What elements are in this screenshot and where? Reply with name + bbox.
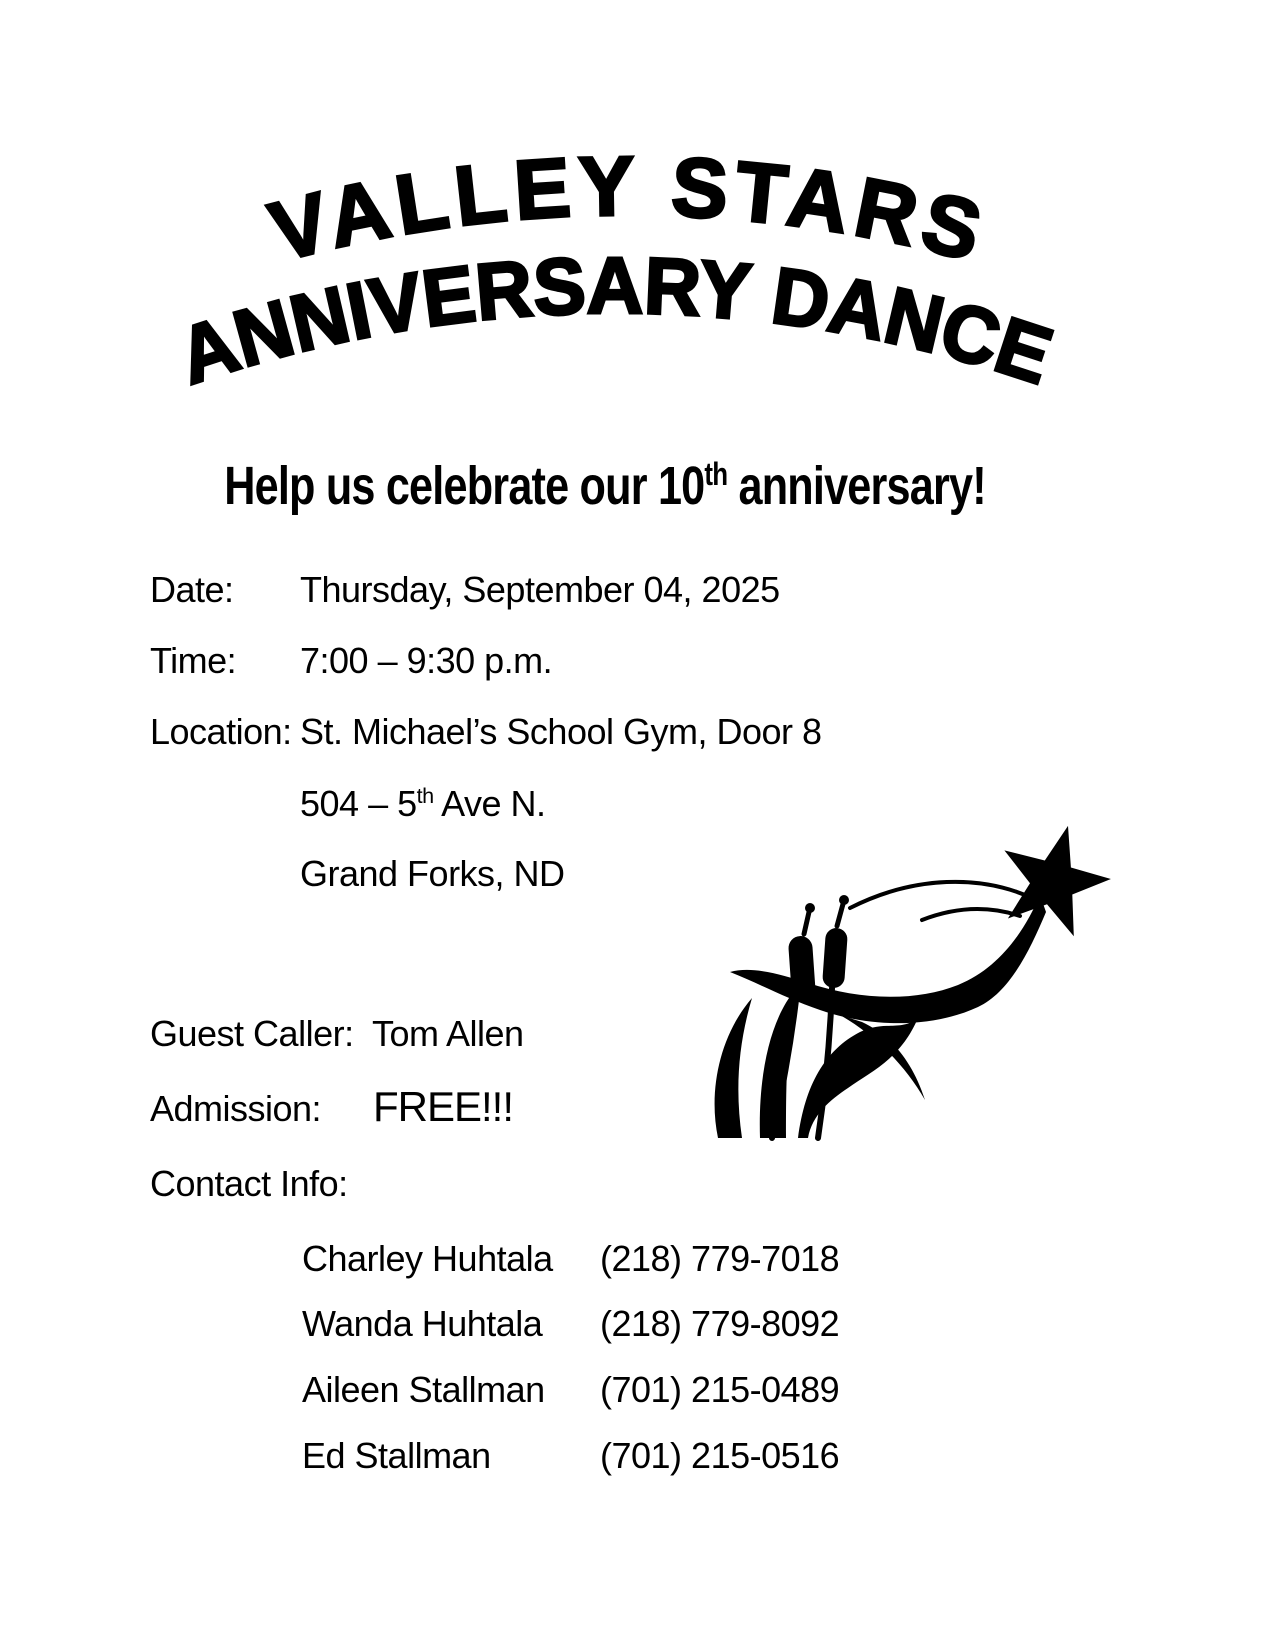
date-label: Date:: [150, 569, 234, 610]
address1-post: Ave N.: [433, 783, 546, 824]
address1-pre: 504 – 5: [300, 783, 417, 824]
leaf-shape: [715, 998, 752, 1138]
contact-phone: (701) 215-0489: [600, 1369, 840, 1410]
location-value: St. Michael’s School Gym, Door 8: [300, 711, 822, 752]
tagline-row: [0, 456, 1210, 516]
location-label: Location:: [150, 711, 292, 752]
motion-line: [922, 909, 1020, 920]
contact-phone: (701) 215-0516: [600, 1435, 840, 1476]
tagline: [224, 456, 986, 516]
motion-line: [850, 882, 1032, 908]
contact-name: Aileen Stallman: [302, 1369, 545, 1410]
time-label: Time:: [150, 640, 237, 681]
admission-label: Admission:: [150, 1088, 322, 1129]
cattail-head: [788, 935, 817, 1003]
time-value: 7:00 – 9:30 p.m.: [300, 640, 553, 681]
contact-name: Ed Stallman: [302, 1435, 491, 1476]
contact-phone: (218) 779-7018: [600, 1238, 840, 1279]
admission-value: FREE!!!: [373, 1083, 514, 1130]
tagline-pre: Help us celebrate our 10: [224, 456, 705, 516]
address-line2: Grand Forks, ND: [300, 853, 565, 894]
cattails-shooting-star-icon: [690, 820, 1120, 1150]
contact-info-heading: Contact Info:: [150, 1163, 348, 1204]
tagline-superscript: th: [704, 456, 728, 492]
guest-caller-value: Tom Allen: [372, 1013, 524, 1054]
star-shape: [1004, 826, 1111, 936]
cattail-tip-stem: [837, 904, 843, 926]
address1-superscript: th: [416, 783, 434, 808]
address-line1: [300, 785, 546, 822]
cattail-head: [822, 927, 848, 988]
contact-phone: (218) 779-8092: [600, 1303, 840, 1344]
contact-name: Wanda Huhtala: [302, 1303, 543, 1344]
arched-title: [0, 0, 1275, 440]
title-line2-text: ANNIVERSARY DANCE: [167, 240, 1064, 402]
guest-caller-label: Guest Caller:: [150, 1013, 354, 1054]
swoosh-shape: [730, 895, 1046, 1023]
leaf-shape: [798, 1018, 918, 1138]
cattail-tip-stem: [804, 912, 809, 934]
contact-name: Charley Huhtala: [302, 1238, 553, 1279]
tagline-post: anniversary!: [727, 456, 986, 516]
title-line1-text: VALLEY STARS: [261, 138, 991, 280]
date-value: Thursday, September 04, 2025: [300, 569, 780, 610]
